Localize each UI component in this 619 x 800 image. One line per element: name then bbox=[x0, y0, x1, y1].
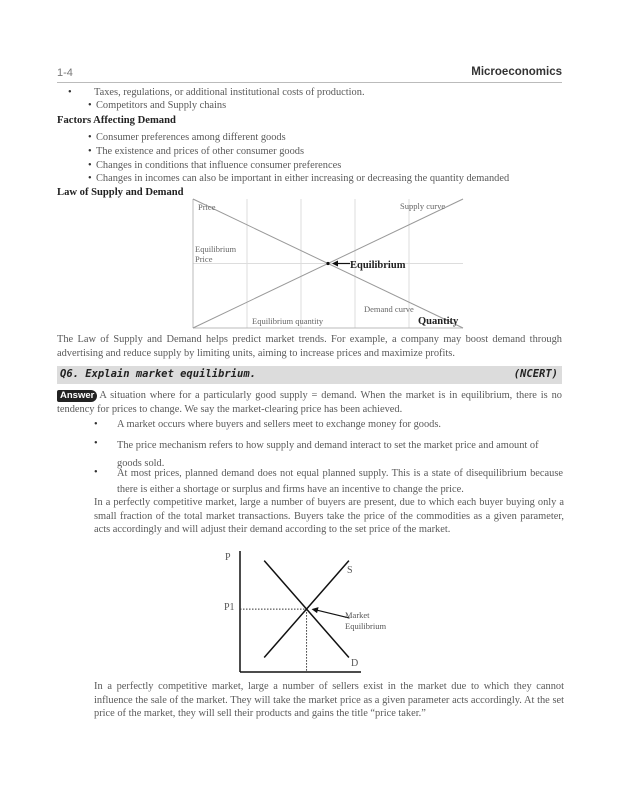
list-item: A market occurs where buyers and sellers meet to exchange money for goods. bbox=[117, 419, 442, 430]
list-item: Changes in conditions that influence consumer preferences bbox=[96, 160, 342, 171]
paragraph: The Law of Supply and Demand helps predict market trends. For example, a company may boost demand through advertising and reduce supply by limiting units, aiming to increase prices and maximize profits. bbox=[57, 334, 562, 360]
page-number: 1-4 bbox=[57, 67, 73, 79]
y-axis-label: Price bbox=[198, 202, 216, 212]
list-item: Consumer preferences among different goods bbox=[96, 132, 286, 143]
bullet-icon: • bbox=[94, 438, 98, 449]
list-item: At most prices, planned demand does not equal planned supply. This is a state of disequilibrium because there is either a shortage or surplus and firms have an incentive to change the price. bbox=[117, 468, 563, 495]
answer-text: A situation where for a particularly good supply = demand. When the market is in equilibrium, there is no tendency for prices to change. We say the market-clearing price has been achieved. bbox=[57, 390, 562, 416]
bullet-icon: • bbox=[94, 419, 98, 430]
equilibrium-label: Equilibrium bbox=[350, 260, 406, 271]
demand-curve-label: Demand curve bbox=[364, 304, 414, 314]
bullet-icon: • bbox=[88, 160, 92, 171]
supply-label: S bbox=[347, 565, 353, 576]
running-title: Microeconomics bbox=[471, 66, 562, 78]
sellers-paragraph: In a perfectly competitive market, large a number of sellers exist in the market due to which they cannot influence the sale of the market. They will take the market price as a given parameter acts accordingly. At the set price of the market, they will sell their products and gains the title “price taker.” bbox=[94, 681, 564, 720]
arrowhead-icon bbox=[312, 607, 319, 613]
answer-badge: Answer bbox=[57, 390, 97, 402]
question-source: (NCERT) bbox=[513, 368, 558, 380]
y-axis-label: P bbox=[225, 552, 231, 563]
y-tick-label: Equilibrium bbox=[195, 244, 237, 254]
list-item: Changes in incomes can also be important in either increasing or decreasing the quantity demanded bbox=[96, 173, 510, 184]
annotation-label: Market bbox=[345, 610, 370, 620]
bullet-icon: • bbox=[88, 132, 92, 143]
supply-curve-label: Supply curve bbox=[400, 201, 446, 211]
list-item: The price mechanism refers to how supply and demand interact to set the market price and amount of goods sold. bbox=[117, 440, 539, 469]
bullet-icon: • bbox=[88, 173, 92, 184]
buyers-paragraph: In a perfectly competitive market, large a number of buyers are present, due to which each buyer buying only a small fraction of the total market transactions. Buyers take the price of the commodities as a given parameter, acts accordingly and will adjust their demand according to the set price of the market. bbox=[94, 497, 564, 536]
bullet-icon: • bbox=[94, 467, 98, 478]
y-tick-label: P1 bbox=[224, 602, 235, 613]
list-item: The existence and prices of other consumer goods bbox=[96, 146, 305, 157]
bullet-icon: • bbox=[68, 87, 72, 98]
demand-label: D bbox=[351, 658, 359, 669]
section-heading: Law of Supply and Demand bbox=[57, 187, 184, 198]
bullet-icon: • bbox=[88, 100, 92, 111]
section-heading: Factors Affecting Demand bbox=[57, 115, 176, 126]
list-item: Taxes, regulations, or additional institutional costs of production. bbox=[94, 87, 365, 98]
bullet-icon: • bbox=[88, 146, 92, 157]
y-tick-label: Price bbox=[195, 254, 213, 264]
annotation-label: Equilibrium bbox=[345, 621, 387, 631]
x-tick-label: Equilibrium quantity bbox=[252, 316, 324, 326]
x-axis-label: Quantity bbox=[418, 316, 459, 327]
question-label: Q6. Explain market equilibrium. bbox=[60, 368, 256, 380]
list-item: Competitors and Supply chains bbox=[96, 100, 227, 111]
